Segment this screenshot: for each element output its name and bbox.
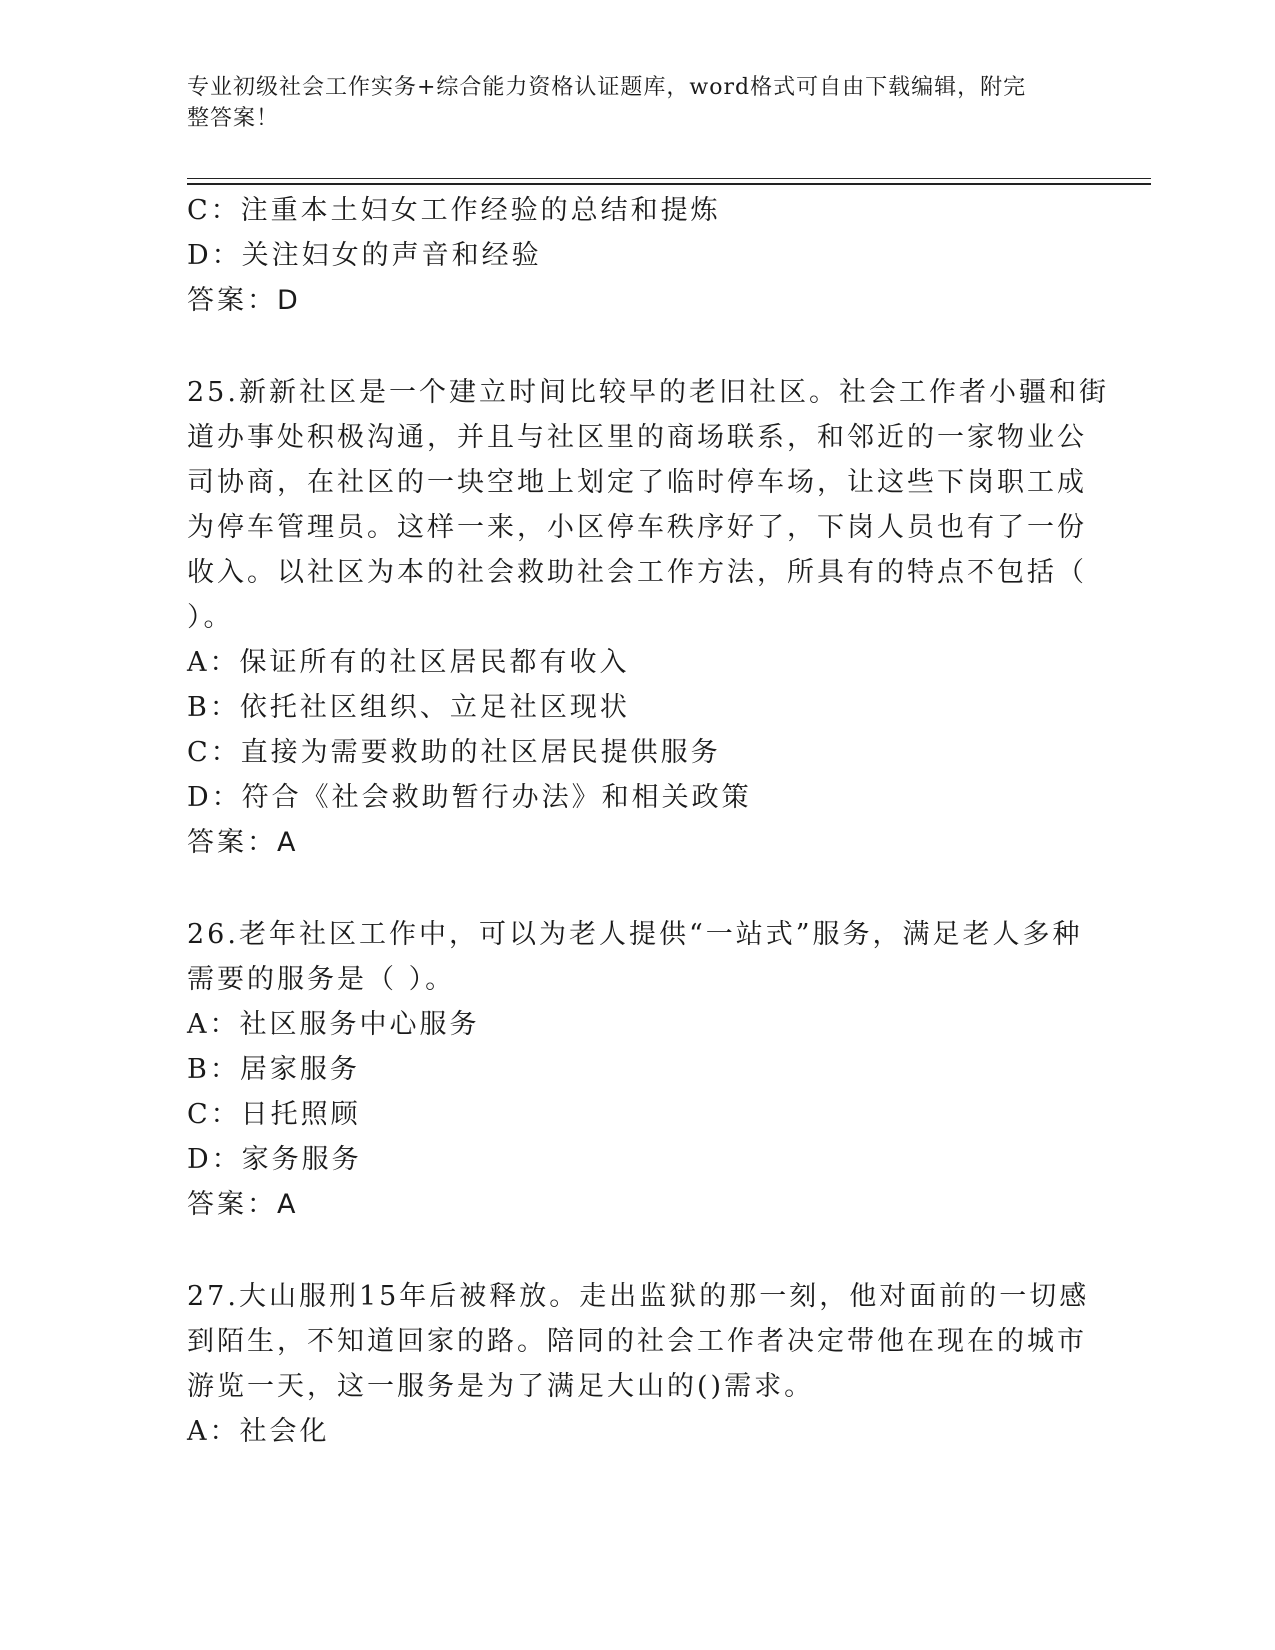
spacer [187, 865, 1067, 912]
option-d: D：家务服务 [187, 1144, 362, 1175]
header-divider-thin [187, 178, 1151, 179]
question-27 [187, 1274, 1090, 1454]
header-line-1: 专业初级社会工作实务+综合能力资格认证题库，word格式可自由下载编辑，附完 [187, 75, 1027, 100]
header-divider-thick [187, 183, 1151, 185]
question-text-line: 司协商，在社区的一块空地上划定了临时停车场，让这些下岗职工成 [187, 467, 1087, 498]
question-26 [187, 912, 1083, 1227]
previous-question-tail [187, 188, 1067, 323]
spacer [187, 1227, 1067, 1274]
option-b: B：居家服务 [187, 1054, 360, 1085]
question-text-line: 需要的服务是（ ）。 [187, 964, 456, 995]
question-text-line: 游览一天，这一服务是为了满足大山的()需求。 [187, 1371, 815, 1402]
spacer [187, 323, 1067, 370]
question-text-line: 道办事处积极沟通，并且与社区里的商场联系，和邻近的一家物业公 [187, 422, 1087, 453]
option-b: B：依托社区组织、立足社区现状 [187, 692, 630, 723]
option-c: C：日托照顾 [187, 1099, 361, 1130]
option-a: A：保证所有的社区居民都有收入 [187, 647, 630, 678]
answer: 答案：D [187, 285, 301, 316]
question-content [187, 188, 1109, 1454]
header-line-2: 整答案！ [187, 106, 280, 131]
question-25 [187, 370, 1109, 865]
page-header [187, 72, 1077, 134]
question-text-line: 为停车管理员。这样一来，小区停车秩序好了，下岗人员也有了一份 [187, 512, 1087, 543]
question-text-line: 收入。以社区为本的社会救助社会工作方法，所具有的特点不包括（ [187, 557, 1087, 588]
answer: 答案：A [187, 827, 299, 858]
option-a: A：社会化 [187, 1416, 330, 1447]
option-c: C：注重本土妇女工作经验的总结和提炼 [187, 195, 721, 226]
answer: 答案：A [187, 1189, 299, 1220]
option-d: D：符合《社会救助暂行办法》和相关政策 [187, 782, 752, 813]
question-text-line: 27.大山服刑15年后被释放。走出监狱的那一刻，他对面前的一切感 [187, 1281, 1090, 1312]
question-text-line: ）。 [187, 602, 234, 633]
question-text-line: 到陌生，不知道回家的路。陪同的社会工作者决定带他在现在的城市 [187, 1326, 1087, 1357]
option-d: D：关注妇女的声音和经验 [187, 240, 542, 271]
question-text-line: 25.新新社区是一个建立时间比较早的老旧社区。社会工作者小疆和街 [187, 377, 1109, 408]
option-a: A：社区服务中心服务 [187, 1009, 480, 1040]
question-text-line: 26.老年社区工作中，可以为老人提供“一站式”服务，满足老人多种 [187, 919, 1083, 950]
option-c: C：直接为需要救助的社区居民提供服务 [187, 737, 721, 768]
